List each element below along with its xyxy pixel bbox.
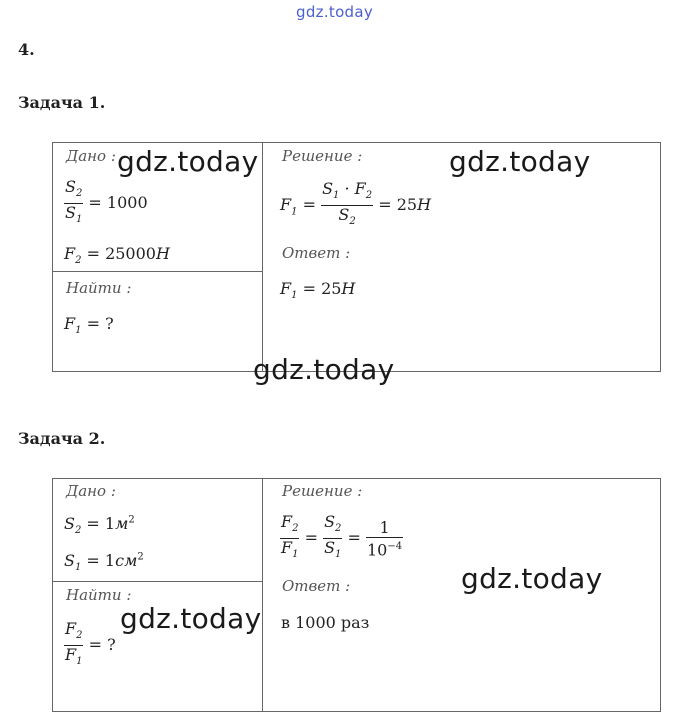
watermark-overlay: gdz.today (253, 353, 395, 386)
task2-given-label: Дано : (66, 482, 116, 500)
task1-find-label: Найти : (66, 279, 132, 297)
task2-answer-value: в 1000 раз (281, 613, 370, 632)
task2-given-area-small: $S_1 = 1см^2$ (64, 551, 144, 574)
task2-given-area-large: $S_2 = 1м^2$ (64, 514, 135, 537)
task2-solution-label: Решение : (282, 482, 363, 500)
task1-given-force: $F_2 = 25000H$ (64, 244, 170, 267)
task1-solution-label: Решение : (282, 147, 363, 165)
task1-divider-horizontal (52, 271, 262, 272)
task1-heading: Задача 1. (18, 93, 106, 112)
exercise-number: 4. (18, 40, 35, 59)
task1-given-area-ratio: $\frac{S_2}{S_1}$ = 1000 (65, 177, 148, 226)
task2-divider-horizontal (52, 581, 262, 582)
watermark-top: gdz.today (296, 3, 374, 21)
task2-divider-vertical (262, 478, 263, 711)
task1-find-force: $F_1$ = ? (64, 314, 114, 337)
watermark-overlay: gdz.today (117, 145, 259, 178)
task1-given-label: Дано : (66, 147, 116, 165)
task2-answer-label: Ответ : (282, 577, 351, 595)
task2-find-label: Найти : (66, 586, 132, 604)
task1-answer-label: Ответ : (282, 244, 351, 262)
task1-solution-formula: $F_1$ = $\frac{S_1 \cdot F_2}{S_2}$ = 25H (280, 179, 432, 228)
task2-solution-formula: $\frac{F_2}{F_1}$ = $\frac{S_2}{S_1}$ = $\frac{1}{10^{-4}}$ (281, 512, 403, 561)
task1-divider-vertical (262, 142, 263, 371)
task2-find-ratio: $\frac{F_2}{F_1}$ = ? (65, 619, 116, 668)
task1-answer-value: $F_1 = 25H$ (280, 279, 356, 302)
task2-heading: Задача 2. (18, 429, 106, 448)
watermark-overlay: gdz.today (449, 145, 591, 178)
watermark-overlay: gdz.today (461, 562, 603, 595)
watermark-overlay: gdz.today (120, 602, 262, 635)
